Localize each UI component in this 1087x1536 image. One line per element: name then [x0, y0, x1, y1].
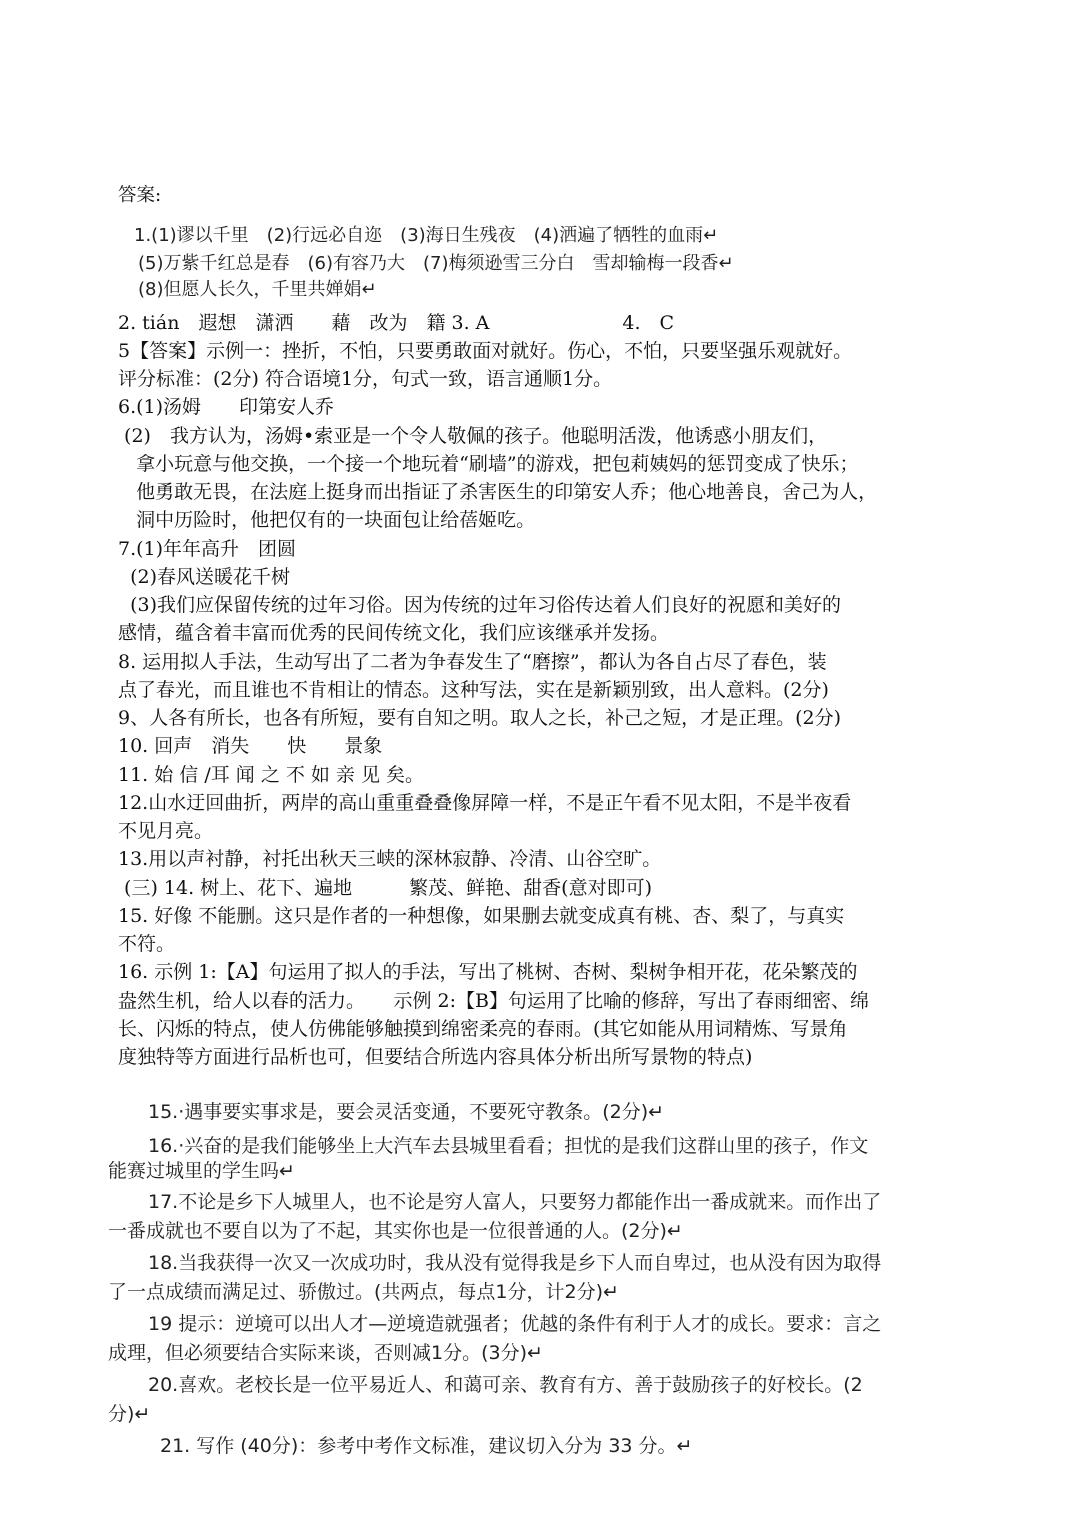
bottom-answer-line: 一番成就也不要自以为了不起，其实你也是一位很普通的人。(2分)↵ [108, 1220, 683, 1242]
bottom-answer-line: 成理，但必须要结合实际来谈，否则减1分。(3分)↵ [108, 1342, 543, 1364]
bottom-answer-line: 19 提示：逆境可以出人才—逆境造就强者；优越的条件有利于人才的成长。要求：言之 [148, 1313, 882, 1335]
answer-line: (三) 14. 树上、花下、遍地 繁茂、鲜艳、甜香(意对即可) [118, 877, 652, 899]
bottom-answer-line: 21. 写作 (40分)：参考中考作文标准，建议切入分为 33 分。↵ [160, 1435, 693, 1457]
answer-line: 8. 运用拟人手法，生动写出了二者为争春发生了“磨擦”，都认为各自占尽了春色，装 [118, 651, 827, 673]
answer-line: 感情，蕴含着丰富而优秀的民间传统文化，我们应该继承并发扬。 [118, 622, 670, 644]
answer-line: 6.(1)汤姆 印第安人乔 [118, 396, 335, 418]
answer-line: 10. 回声 消失 快 景象 [118, 735, 383, 757]
answer-line: 盎然生机，给人以春的活力。 示例 2:【B】句运用了比喻的修辞，写出了春雨细密、绵 [118, 990, 869, 1012]
answer-line: 15. 好像 不能删。这只是作者的一种想像，如果删去就变成真有桃、杏、梨了，与真实 [118, 905, 845, 927]
answers-heading: 答案: [118, 185, 162, 206]
bottom-answer-line: 了一点成绩而满足过、骄傲过。(共两点，每点1分，计2分)↵ [108, 1281, 619, 1303]
answer-line: 5【答案】示例一：挫折，不怕，只要勇敢面对就好。伤心，不怕，只要坚强乐观就好。 [118, 340, 853, 362]
bottom-answer-line: 16.·兴奋的是我们能够坐上大汽车去县城里看看；担忧的是我们这群山里的孩子，作文 [148, 1135, 869, 1157]
answer-line: (2)春风送暖花千树 [118, 566, 290, 588]
answer-line: 16. 示例 1:【A】句运用了拟人的手法，写出了桃树、杏树、梨树争相开花，花朵繁茂的 [118, 961, 858, 983]
answer-1-line-3: (8)但愿人长久，千里共婵娟↵ [138, 279, 377, 300]
answer-1-line-2: (5)万紫千红总是春 (6)有容乃大 (7)梅须逊雪三分白 雪却输梅一段香↵ [138, 253, 734, 274]
bottom-answer-line: 能赛过城里的学生吗↵ [108, 1160, 295, 1182]
answer-line: 不符。 [118, 933, 176, 955]
answer-line: 评分标准：(2分) 符合语境1分，句式一致，语言通顺1分。 [118, 368, 613, 390]
answer-line: 2. tián 遐想 潇洒 藉 改为 籍 3. A 4. C [118, 312, 675, 334]
bottom-answer-line: 分)↵ [108, 1403, 151, 1425]
answer-line: 他勇敢无畏，在法庭上挺身而出指证了杀害医生的印第安人乔；他心地善良，舍己为人， [118, 481, 878, 503]
answer-line: 13.用以声衬静，衬托出秋天三峡的深林寂静、冷清、山谷空旷。 [118, 848, 662, 870]
answer-line: 度独特等方面进行品析也可，但要结合所选内容具体分析出所写景物的特点) [118, 1046, 753, 1068]
answer-line: 点了春光，而且谁也不肯相让的情态。这种写法，实在是新颖别致，出人意料。(2分) [118, 679, 829, 701]
answer-line: 9、人各有所长，也各有所短，要有自知之明。取人之长，补己之短，才是正理。(2分) [118, 707, 842, 729]
answer-line: 7.(1)年年高升 团圆 [118, 538, 297, 560]
answer-line: (3)我们应保留传统的过年习俗。因为传统的过年习俗传达着人们良好的祝愿和美好的 [118, 594, 841, 616]
answer-line: 12.山水迂回曲折，两岸的高山重重叠叠像屏障一样，不是正午看不见太阳，不是半夜看 [118, 792, 852, 814]
answer-line: (2) 我方认为，汤姆•索亚是一个令人敬佩的孩子。他聪明活泼，他诱惑小朋友们， [118, 425, 828, 447]
answer-line: 不见月亮。 [118, 820, 214, 842]
bottom-answer-line: 20.喜欢。老校长是一位平易近人、和蔼可亲、教育有方、善于鼓励孩子的好校长。(2 [148, 1374, 863, 1396]
answer-line: 拿小玩意与他交换，一个接一个地玩着“刷墙”的游戏，把包莉姨妈的惩罚变成了快乐； [118, 453, 859, 475]
bottom-answer-line: 18.当我获得一次又一次成功时，我从没有觉得我是乡下人而自卑过，也从没有因为取得 [148, 1252, 882, 1274]
answer-1-line-1: 1.(1)谬以千里 (2)行远必自迩 (3)海日生残夜 (4)洒遍了牺牲的血雨↵ [134, 225, 719, 246]
answer-line: 11. 始 信 /耳 闻 之 不 如 亲 见 矣。 [118, 764, 425, 786]
answer-line: 长、闪烁的特点，使人仿佛能够触摸到绵密柔亮的春雨。(其它如能从用词精炼、写景角 [118, 1018, 848, 1040]
answer-line: 洞中历险时，他把仅有的一块面包让给蓓姬吃。 [118, 509, 536, 531]
bottom-answer-line: 17.不论是乡下人城里人，也不论是穷人富人，只要努力都能作出一番成就来。而作出了 [148, 1191, 882, 1213]
bottom-answer-line: 15.·遇事要实事求是，要会灵活变通，不要死守教条。(2分)↵ [148, 1101, 665, 1123]
